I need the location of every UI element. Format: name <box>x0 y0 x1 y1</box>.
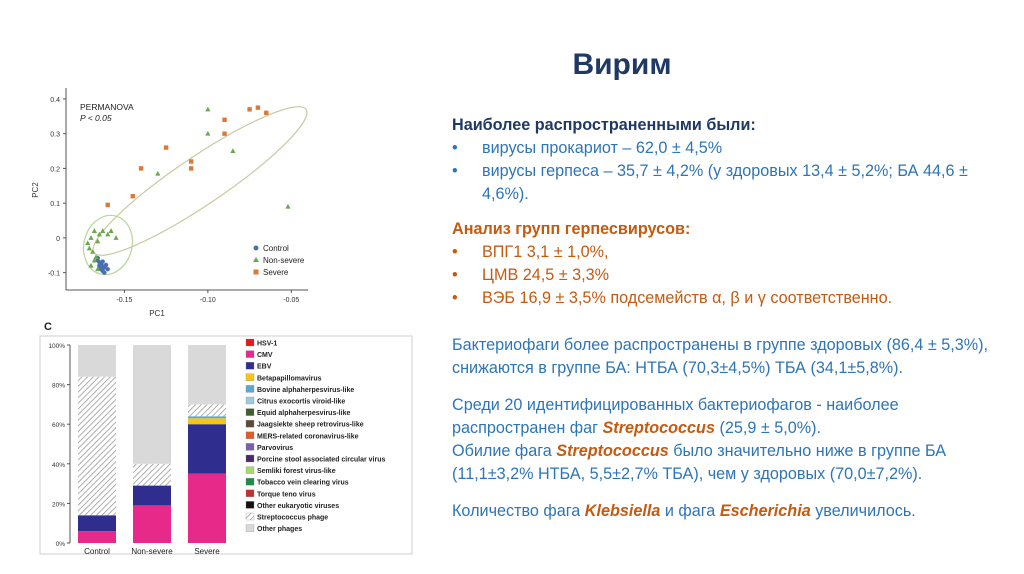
para2-text-c: (25,9 ± 5,0%). <box>714 419 822 437</box>
list-item-text: ВПГ1 3,1 ± 1,0%, <box>482 243 609 261</box>
bar-legend-label: Jaagsiekte sheep retrovirus-like <box>257 421 364 429</box>
non-severe-point <box>205 107 210 112</box>
bar-legend-swatch <box>246 420 254 427</box>
non-severe-point <box>88 263 93 268</box>
bar-legend-label: Betapapillomavirus <box>257 375 322 383</box>
y-tick-label: 0.3 <box>50 131 60 139</box>
text-column <box>452 114 992 523</box>
pca-scatter-plot <box>0 0 440 574</box>
legend-label: Severe <box>263 268 289 277</box>
bar-segment <box>188 345 226 404</box>
bar-legend-label: EBV <box>257 363 272 371</box>
control-point <box>101 259 105 263</box>
para2-emphasis: Streptococcus <box>602 419 715 437</box>
bar-category-label: Non-severe <box>131 547 173 556</box>
list-item-text: вирусы герпеса – 35,7 ± 4,2% (у здоровых 13,4 ± 5,2%; БА 44,6 ± 4,6%). <box>482 162 968 203</box>
bar-segment <box>78 515 116 531</box>
bar-legend-swatch <box>246 351 254 358</box>
bar-segment <box>188 474 226 543</box>
scatter-title: PERMANOVA <box>80 102 134 112</box>
para4-emphasis-b: Klebsiella <box>584 502 661 520</box>
panel-label: C <box>44 321 52 333</box>
list-item-text: вирусы прокариот – 62,0 ± 4,5% <box>482 139 723 157</box>
bar-segment <box>133 345 171 464</box>
y-tick-label: 0 <box>56 235 60 243</box>
list-item: • вирусы герпеса – 35,7 ± 4,2% (у здоровых 13,4 ± 5,2%; БА 44,6 ± 4,6%). <box>452 162 968 203</box>
bar-segment <box>78 345 116 377</box>
figure-panel <box>0 0 440 574</box>
control-point <box>102 270 106 274</box>
bar-y-tick-label: 80% <box>51 382 65 390</box>
bar-legend-swatch <box>246 432 254 439</box>
bar-legend-label: Bovine alphaherpesvirus-like <box>257 386 355 394</box>
bar-legend-label: MERS-related coronavirus-like <box>257 433 359 441</box>
legend-label: Non-severe <box>263 256 305 265</box>
list-item: • ВЭБ 16,9 ± 3,5% подсемейств α, β и γ соответственно. <box>452 289 893 307</box>
bar-legend-swatch <box>246 467 254 474</box>
y-tick-label: 0.2 <box>50 166 60 174</box>
list-item: • вирусы прокариот – 62,0 ± 4,5% <box>452 139 723 157</box>
bar-segment <box>188 418 226 424</box>
para4-text-a: Количество фага <box>452 502 585 520</box>
bar-y-tick-label: 0% <box>55 541 65 548</box>
bar-segment <box>133 486 171 506</box>
bar-segment <box>133 505 171 543</box>
bar-legend-label: Torque teno virus <box>257 491 316 499</box>
bar-legend-swatch <box>246 501 254 508</box>
y-tick-label: 0.1 <box>50 201 60 209</box>
x-tick-label: -0.15 <box>116 297 133 304</box>
list-item-text: ВЭБ 16,9 ± 3,5% подсемейств α, β и γ соответственно. <box>482 289 893 307</box>
bar-legend-label: Parvovirus <box>257 444 294 452</box>
klebsiella-paragraph <box>452 500 992 523</box>
bar-y-tick-label: 40% <box>51 461 65 469</box>
bar-legend-label: Other eukaryotic viruses <box>257 502 340 510</box>
non-severe-point <box>285 204 290 209</box>
non-severe-point <box>88 235 93 240</box>
bar-y-tick-label: 20% <box>51 501 65 509</box>
bacteriophage-paragraph: Бактериофаги более распространены в группе здоровых (86,4 ± 5,3%), снижаются в группе БА: НТБА (70,3±4,5%) ТБА (34,1±5,8%). <box>452 336 989 377</box>
bar-segment <box>78 531 116 543</box>
section1-list <box>452 137 992 206</box>
bar-segment <box>133 464 171 486</box>
para3-text-c: было значительно ниже в группе БА (11,1±3,2% НТБА, 5,5±2,7% ТБА), чем у здоровых (70,0±7,2%). <box>452 442 947 483</box>
bar-y-tick-label: 60% <box>51 422 65 430</box>
para4-text-c: и фага <box>660 502 720 520</box>
bar-y-tick-label: 100% <box>48 343 65 350</box>
bar-legend-swatch <box>246 409 254 416</box>
x-tick-label: -0.10 <box>199 297 216 304</box>
legend-marker-non-severe <box>253 257 259 262</box>
para4-text-e: увеличилось. <box>810 502 916 520</box>
bar-category-label: Control <box>84 547 110 556</box>
bar-legend-label: Streptococcus phage <box>257 514 329 522</box>
non-severe-point <box>205 131 210 136</box>
bar-legend-swatch <box>246 362 254 369</box>
bar-legend-label: Equid alphaherpesvirus-like <box>257 410 351 418</box>
bar-legend-swatch <box>246 490 254 497</box>
bar-legend-swatch <box>246 443 254 450</box>
severe-point <box>247 107 251 111</box>
severe-point <box>106 203 110 207</box>
para2-text-a: Среди 20 идентифицированных бактериофагов - наиболее распространен фаг <box>452 396 899 437</box>
list-item: • ВПГ1 3,1 ± 1,0%, <box>452 243 609 261</box>
section2-list <box>452 241 992 310</box>
non-severe-point <box>92 228 97 233</box>
para3-text-a: Обилие фага <box>452 442 557 460</box>
para3-emphasis: Streptococcus <box>556 442 669 460</box>
bar-legend-swatch <box>246 374 254 381</box>
section2-title: Анализ групп герпесвирусов: <box>452 220 691 238</box>
non-severe-point <box>87 246 92 251</box>
non-severe-point <box>113 235 118 240</box>
y-axis-label: PC2 <box>31 182 40 198</box>
list-item: • ЦМВ 24,5 ± 3,3% <box>452 266 610 284</box>
severe-point <box>189 166 193 170</box>
bar-legend-label: CMV <box>257 352 273 360</box>
bar-legend-swatch <box>246 397 254 404</box>
severe-point <box>256 105 260 109</box>
severe-point <box>164 145 168 149</box>
bar-segment <box>188 404 226 416</box>
severe-point <box>131 194 135 198</box>
legend-marker-control <box>254 246 259 251</box>
bar-legend-swatch <box>246 339 254 346</box>
bar-legend-label: Semliki forest virus-like <box>257 468 336 476</box>
control-point <box>101 264 105 268</box>
control-point <box>106 267 110 271</box>
bar-legend-label: Porcine stool associated circular virus <box>257 456 386 464</box>
slide-title: Вирим <box>572 48 672 81</box>
bar-segment <box>78 377 116 516</box>
bar-legend-label: Citrus exocortis viroid-like <box>257 398 346 406</box>
bar-legend-label: Other phages <box>257 526 303 534</box>
bar-segment <box>188 424 226 474</box>
para4-emphasis-d: Escherichia <box>719 502 811 520</box>
scatter-subtitle: P < 0.05 <box>80 113 112 123</box>
y-tick-label: 0.4 <box>50 96 60 104</box>
section1-title: Наиболее распространенными были: <box>452 116 756 134</box>
list-item-text: ЦМВ 24,5 ± 3,3% <box>482 266 610 284</box>
severe-point <box>139 166 143 170</box>
bar-legend-swatch <box>246 455 254 462</box>
bar-segment <box>188 416 226 418</box>
bar-category-label: Severe <box>194 547 220 556</box>
severe-point <box>264 111 268 115</box>
bar-legend-swatch <box>246 385 254 392</box>
bar-legend-swatch <box>246 525 254 532</box>
severe-point <box>222 118 226 122</box>
legend-marker-severe <box>254 270 259 275</box>
non-severe-point <box>155 171 160 176</box>
bar-legend-swatch <box>246 513 254 520</box>
legend-label: Control <box>263 244 289 253</box>
bar-legend-label: Tobacco vein clearing virus <box>257 479 349 487</box>
severe-point <box>189 159 193 163</box>
non-severe-point <box>108 228 113 233</box>
severe-point <box>222 131 226 135</box>
streptococcus-paragraph <box>452 394 992 486</box>
non-severe-point <box>85 240 90 245</box>
bar-legend-label: HSV-1 <box>257 340 278 348</box>
bar-legend-swatch <box>246 478 254 485</box>
y-tick-label: -0.1 <box>47 270 60 278</box>
x-axis-label: PC1 <box>149 309 165 318</box>
x-tick-label: -0.05 <box>283 297 300 304</box>
non-severe-point <box>230 148 235 153</box>
